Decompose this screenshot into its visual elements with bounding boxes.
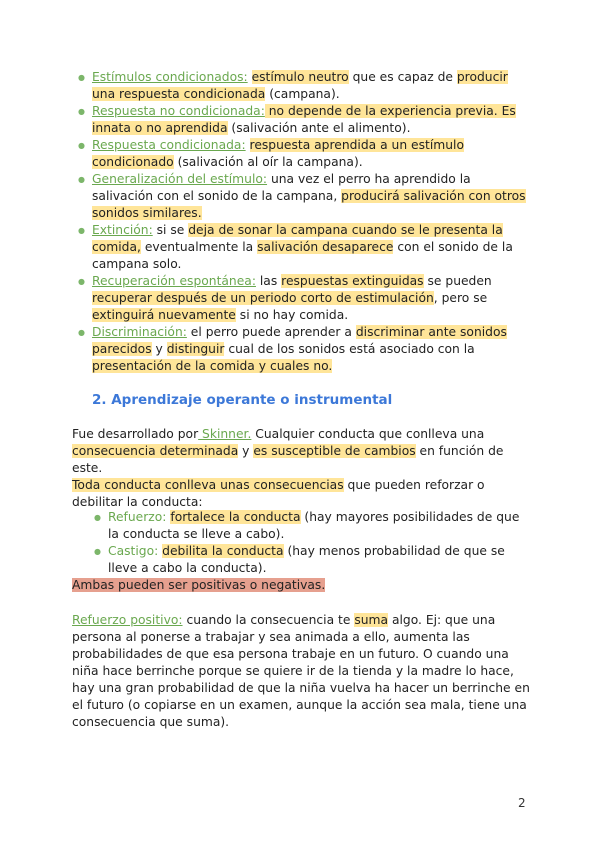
summary-note: Ambas pueden ser positivas o negativas. — [72, 578, 326, 592]
list-item: ● Recuperación espontánea: las respuestas extinguidas se pueden recuperar después de un periodo corto de estimulación, pero se extinguirá nuevamente si no hay comida. — [92, 273, 532, 324]
positive-reinforcement-paragraph: Refuerzo positivo: cuando la consecuencia te suma algo. Ej: que una persona al ponerse a trabajar y sea animada a ello, aumenta las probabilidades de que esa persona trabaje en un futuro. O cuando una niña hace berrinche porque se quiere ir de la tienda y la madre lo hace, hay una gran probabilidad de que la niña vuelva ha hacer un berrinche en el futuro (o copiarse en un examen, aunque la acción sea mala, tiene una consecuencia que suma). — [72, 613, 530, 729]
list-item: ● Discriminación: el perro puede aprender a discriminar ante sonidos parecidos y distinguir cual de los sonidos está asociado con la presentación de la comida y cuales no. — [92, 324, 532, 375]
page-number: 2 — [518, 796, 526, 810]
list-item: ● Respuesta condicionada: respuesta aprendida a un estímulo condicionado (salivación al oír la campana). — [92, 137, 532, 171]
classical-terms-list — [92, 69, 532, 375]
consequence-types-list — [108, 509, 528, 577]
list-item: ● Castigo: debilita la conducta (hay menos probabilidad de que se lleve a cabo la conducta). — [108, 543, 528, 577]
consequences-paragraph: Toda conducta conlleva unas consecuencias que pueden reforzar o debilitar la conducta: — [72, 478, 485, 509]
list-item: ● Generalización del estímulo: una vez el perro ha aprendido la salivación con el sonido de la campana, producirá salivación con otros sonidos similares. — [92, 171, 532, 222]
list-item: ● Respuesta no condicionada: no depende de la experiencia previa. Es innata o no aprendida (salivación ante el alimento). — [92, 103, 532, 137]
intro-paragraph: Fue desarrollado por Skinner. Cualquier conducta que conlleva una consecuencia determinada y es susceptible de cambios en función de este. — [72, 427, 504, 475]
section-heading: 2. Aprendizaje operante o instrumental — [92, 392, 393, 408]
list-item: ● Refuerzo: fortalece la conducta (hay mayores posibilidades de que la conducta se lleve a cabo). — [108, 509, 528, 543]
list-item: ● Extinción: si se deja de sonar la campana cuando se le presenta la comida, eventualmente la salivación desaparece con el sonido de la campana solo. — [92, 222, 532, 273]
list-item: ● Estímulos condicionados: estímulo neutro que es capaz de producir una respuesta condicionada (campana). — [92, 69, 532, 103]
